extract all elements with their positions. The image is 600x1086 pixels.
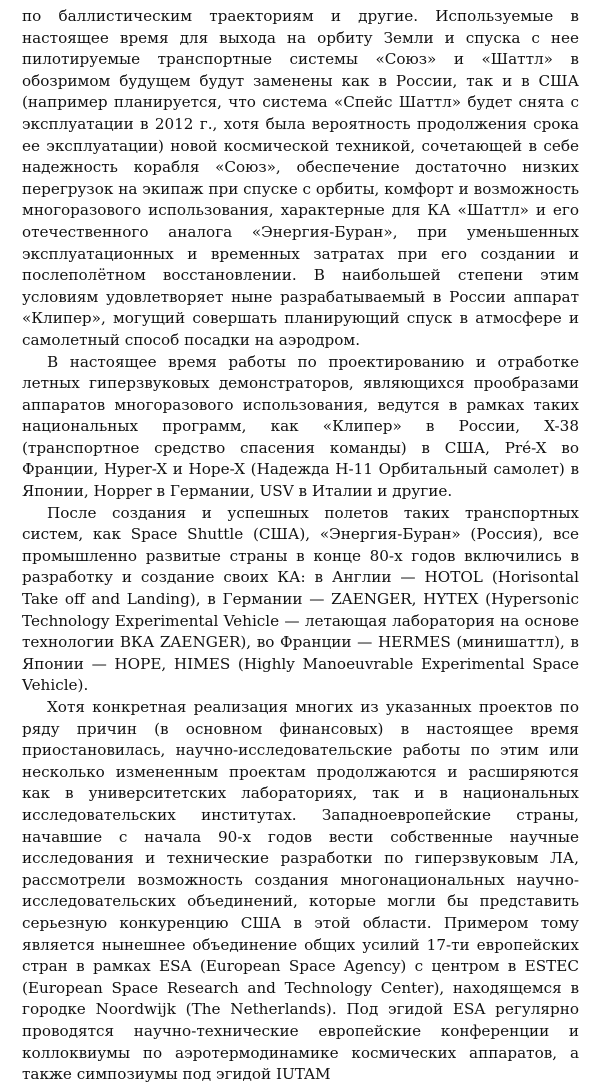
paragraph-european-research: Хотя конкретная реализация многих из указанных проектов по ряду причин (в основном финансовых) в настоящее время приостановилась, научно-исследовательские работы по этим или несколько измененным проектам продолжаются и расширяются как в университетских лабораториях, так и в национальных исследовательских институтах. Западноевропейские страны, начавшие с начала 90-х годов вести собственные научные исследования и технические разработки по гиперзвуковым ЛА, рассмотрели возможность создания многонациональных научно-исследовательских объединений, которые могли бы представить серьезную конкуренцию США в этой области. Примером тому является нынешнее объединение общих усилий 17-ти европейских стран в рамках ESA (European Space Agency) с центром в ESTEC (European Space Research and Technology Center), находящемся в городке Noordwijk (The Netherlands). Под эгидой ESA регулярно проводятся научно-технические европейские конференции и коллоквиумы по аэротермодинамике космических аппаратов, а также симпозиумы под эгидой IUTAM bbox=[22, 698, 579, 1084]
paragraph-national-programs: После создания и успешных полетов таких транспортных систем, как Space Shuttle (США), «Энергия-Буран» (Россия), все промышленно развитые страны в конце 80-х годов включились в разработку и создание своих КА: в Англии — HOTOL (Horisontal Take off and Landing), в Германии — ZAENGER, HYTEX (Hypersonic Technology Experimental Vehicle — летающая лаборатория на основе технологии ВКА ZAENGER), во Франции — HERMES (минишаттл), в Японии — HOPE, HIMES (Highly Manoeuvrable Experimental Space Vehicle). bbox=[22, 503, 579, 695]
paragraph-demonstrators: В настоящее время работы по проектированию и отработке летных гиперзвуковых демонстраторов, являющихся прообразами аппаратов многоразового использования, ведутся в рамках таких национальных программ, как «Клипер» в России, X-38 (транспортное средство спасения команды) в США, Pré-X во Франции, Hyper-X и Hope-X (Надежда H-11 Орбитальный самолет) в Японии, Hopper в Германии, USV в Италии и другие. bbox=[22, 352, 579, 501]
paragraph-continuation: по баллистическим траекториям и другие. Используемые в настоящее время для выхода на орбиту Земли и спуска с нее пилотируемые транспортные системы «Союз» и «Шаттл» в обозримом будущем будут заменены как в России, так и в США (например планируется, что система «Спейс Шаттл» будет снята с эксплуатации в 2012 г., хотя была вероятность продолжения срока ее эксплуатации) новой космической техникой, сочетающей в себе надежность корабля «Союз», обеспечение достаточно низких перегрузок на экипаж при спуске с орбиты, комфорт и возможность многоразового использования, характерные для КА «Шаттл» и его отечественного аналога «Энергия-Буран», при уменьшенных эксплуатационных и временных затратах при его создании и послеполётном восстановлении. В наибольшей степени этим условиям удовлетворяет ныне разрабатываемый в России аппарат «Клипер», могущий совершать планирующий спуск в атмосфере и самолетный способ посадки на аэродром. bbox=[22, 7, 579, 349]
document-page bbox=[22, 6, 579, 1086]
